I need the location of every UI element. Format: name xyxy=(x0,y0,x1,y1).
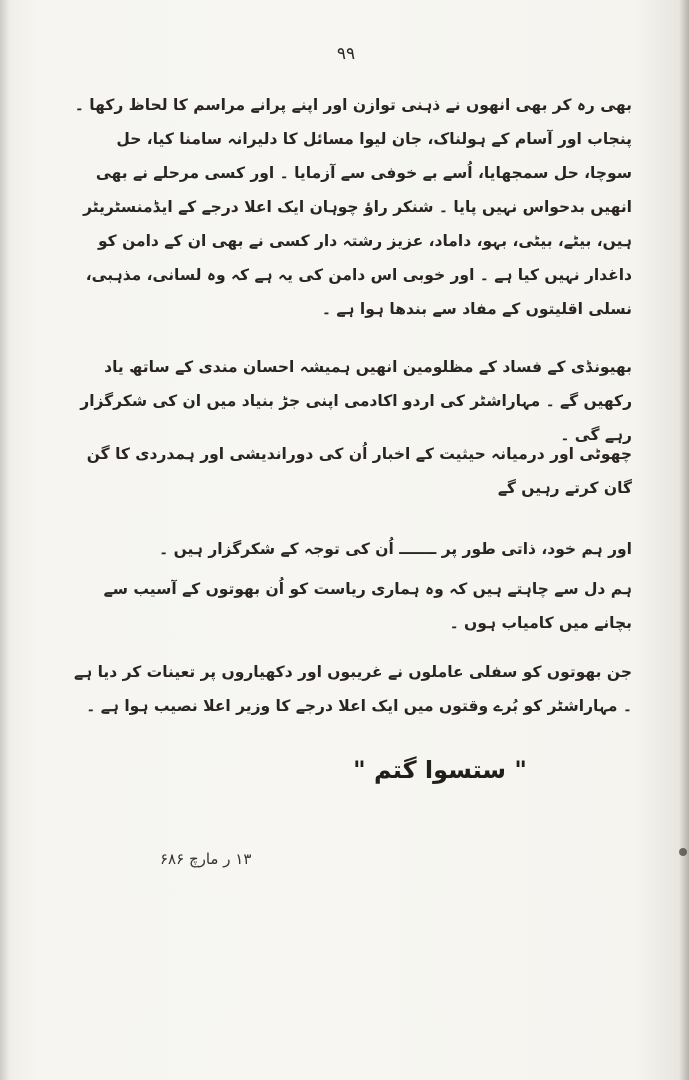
paragraph-1 xyxy=(74,88,632,343)
paragraph-text: اور ہم خود، ذاتی طور پر ـــــــ اُن کی توجہ کے شکرگزار ہیں ۔ xyxy=(159,540,632,558)
date-line: ۱۳ ر مارچ ۶۸۶ xyxy=(160,850,252,868)
paragraph-text: جن بھوتوں کو سفلی عاملوں نے غریبوں اور دکھیاروں پر تعینات کر دیا ہے ۔ مہاراشٹر کو بُرے وقتوں میں ایک اعلا درجے کا وزیر اعلا نصیب ہوا ہے ۔ xyxy=(74,663,632,715)
margin-dot-mark xyxy=(679,848,687,856)
paragraph-2 xyxy=(74,350,632,444)
page-number: ۹۹ xyxy=(336,44,356,64)
paragraph-text: ہم دل سے چاہتے ہیں کہ وہ ہماری ریاست کو اُن بھوتوں کے آسیب سے بچانے میں کامیاب ہوں ۔ xyxy=(103,580,632,632)
page-left-edge-shadow xyxy=(0,0,10,1080)
paragraph-6 xyxy=(74,655,632,739)
paragraph-text: چھوٹی اور درمیانہ حیثیت کے اخبار اُن کی دوراندیشی اور ہمدردی کا گن گان کرتے رہیں گے xyxy=(86,445,632,497)
paragraph-text: بھی رہ کر بھی انھوں نے ذہنی توازن اور اپنے پرانے مراسم کا لحاظ رکھا ۔ پنجاب اور آسام کے ہولناک، جان لیوا مسائل کا دلیرانہ سامنا کیا، حل سوچا، حل سمجھایا، اُسے بے خوفی سے آزمایا ۔ اور کسی مرحلے نے بھی انھیں بدحواس نہیں پایا ۔ شنکر راؤ چوہان ایک اعلا درجے کے ایڈمنسٹریٹر ہیں، بیٹے، بیٹی، بہو، داماد، عزیز رشتہ دار کسی نے بھی ان کے دامن کو داغدار نہیں کیا ہے ۔ اور خوبی اس دامن کی یہ ہے کہ وہ لسانی، مذہبی، نسلی اقلیتوں کے مفاد سے بندھا ہوا ہے ۔ xyxy=(74,96,632,318)
paragraph-3 xyxy=(74,437,632,497)
paragraph-5 xyxy=(74,572,632,646)
paragraph-text: بھیونڈی کے فساد کے مظلومین انھیں ہمیشہ احسان مندی کے ساتھ یاد رکھیں گے ۔ مہاراشٹر کی اردو اکادمی اپنی جڑ بنیاد میں ان کی شکرگزار رہے گی ۔ xyxy=(80,358,632,444)
page-right-edge-shadow xyxy=(679,0,689,1080)
paragraph-4 xyxy=(74,532,632,566)
signature-closing: " ستسوا گتم " xyxy=(353,756,527,784)
